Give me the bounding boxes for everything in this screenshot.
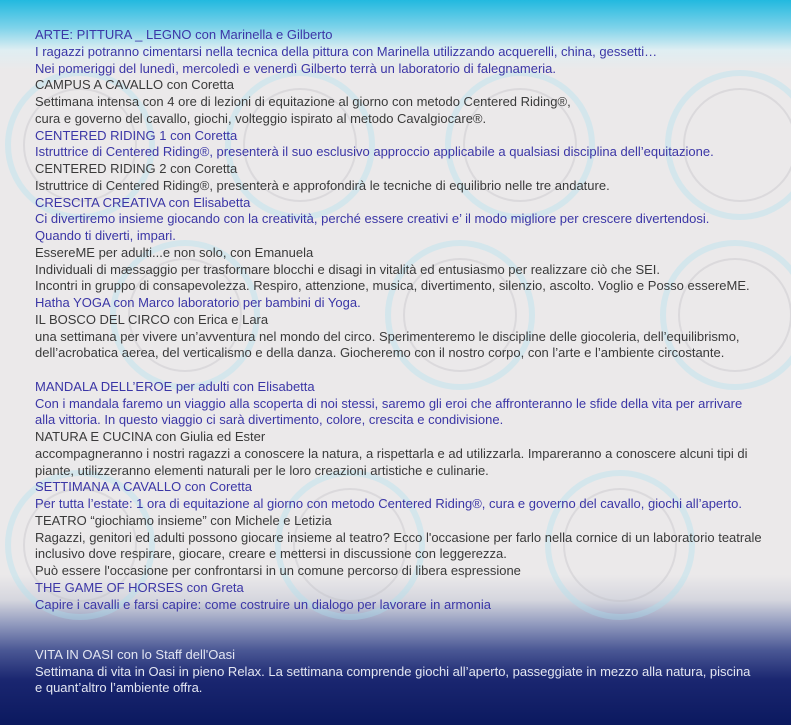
activity-line: Nei pomeriggi del lunedì, mercoledì e venerdì Gilberto terrà un laboratorio di falegnameria. bbox=[35, 60, 557, 76]
activity-line: Ci divertiremo insieme giocando con la creatività, perché essere creativi e’ il modo migliore per crescere divertendosi. bbox=[35, 211, 710, 227]
activity-line: inclusivo dove respirare, giocare, creare e mettersi in discussione con leggerezza. bbox=[35, 546, 507, 562]
activity-line: alla vittoria. In questo viaggio ci sarà divertimento, colore, crescita e condivisione. bbox=[35, 412, 504, 428]
activity-line: accompagneranno i nostri ragazzi a conoscere la natura, a rispettarla e ad utilizzarla. Impareranno a conoscere alcuni tipi di bbox=[35, 445, 748, 461]
activity-line: MANDALA DELL’EROE per adulti con Elisabetta bbox=[35, 378, 315, 394]
activity-line: una settimana per vivere un’avventura nel mondo del circo. Sperimenteremo le discipline delle giocoleria, dell’equilibrismo, bbox=[35, 328, 740, 344]
activity-line: Istruttrice di Centered Riding®, presenterà il suo esclusivo approccio applicabile a qualsiasi disciplina dell’equitazione. bbox=[35, 144, 714, 160]
activity-line: e quant’altro l’ambiente offra. bbox=[35, 680, 203, 696]
activity-line: Incontri in gruppo di consapevolezza. Respiro, attenzione, musica, divertimento, silenzio, ascolto. Voglio e Posso essereME. bbox=[35, 278, 750, 294]
activity-line: TEATRO “giochiamo insieme” con Michele e Letizia bbox=[35, 512, 332, 528]
activity-line: Capire i cavalli e farsi capire: come costruire un dialogo per lavorare in armonia bbox=[35, 596, 491, 612]
activity-line: Quando ti diverti, impari. bbox=[35, 228, 176, 243]
activity-line: CENTERED RIDING 2 con Coretta bbox=[35, 161, 238, 176]
activity-line: I ragazzi potranno cimentarsi nella tecnica della pittura con Marinella utilizzando acquerelli, china, gessetti… bbox=[35, 43, 658, 59]
activity-line: dell’acrobatica aerea, del verticalismo e della danza. Giocheremo con il nostro corpo, con l’arte e l’ambiente circostante. bbox=[35, 345, 725, 361]
activity-line: Istruttrice di Centered Riding®, presenterà e approfondirà le tecniche di equilibrio nelle tre andature. bbox=[35, 177, 610, 193]
activity-line: Con i mandala faremo un viaggio alla scoperta di noi stessi, saremo gli eroi che affronteranno le sfide della vita per arrivare bbox=[35, 395, 743, 411]
activity-line: CRESCITA CREATIVA con Elisabetta bbox=[35, 194, 251, 210]
activity-line: VITA IN OASI con lo Staff dell'Oasi bbox=[35, 646, 235, 662]
activities-list bbox=[35, 27, 791, 714]
activity-line: cura e governo del cavallo, giochi, volteggio ispirato al metodo Cavalgiocare®. bbox=[35, 110, 487, 126]
activity-line: Settimana di vita in Oasi in pieno Relax. La settimana comprende giochi all’aperto, passeggiate in mezzo alla natura, piscina bbox=[35, 663, 751, 679]
activity-section bbox=[35, 647, 791, 697]
activity-line: Hatha YOGA con Marco laboratorio per bambini di Yoga. bbox=[35, 295, 361, 310]
activity-section bbox=[35, 27, 791, 362]
activity-section bbox=[35, 379, 791, 614]
activity-line: SETTIMANA A CAVALLO con Coretta bbox=[35, 479, 252, 495]
activity-line: THE GAME OF HORSES con Greta bbox=[35, 579, 244, 595]
activity-line: ARTE: PITTURA _ LEGNO con Marinella e Gilberto bbox=[35, 27, 333, 42]
activity-line: CENTERED RIDING 1 con Coretta bbox=[35, 127, 238, 143]
activity-line: piante, utilizzeranno elementi naturali per le loro creazioni artistiche e culinarie. bbox=[35, 462, 489, 478]
activity-line: Ragazzi, genitori ed adulti possono giocare insieme al teatro? Ecco l'occasione per farlo nella cornice di un laboratorio teatrale bbox=[35, 529, 762, 545]
activity-line: Per tutta l’estate: 1 ora di equitazione al giorno con metodo Centered Riding®, cura e governo del cavallo, giochi all’aperto. bbox=[35, 496, 742, 511]
activity-line: IL BOSCO DEL CIRCO con Erica e Lara bbox=[35, 311, 269, 327]
activity-line: Può essere l'occasione per confrontarsi in un comune percorso di libera espressione bbox=[35, 563, 521, 578]
activity-line: EssereME per adulti...e non solo, con Emanuela bbox=[35, 244, 314, 260]
activity-line: CAMPUS A CAVALLO con Coretta bbox=[35, 77, 234, 93]
activity-line: Individuali di mæssaggio per trasformare blocchi e disagi in vitalità ed entusiasmo per realizzare ciò che SEI. bbox=[35, 261, 661, 277]
activity-line: NATURA E CUCINA con Giulia ed Ester bbox=[35, 429, 266, 444]
activity-line: Settimana intensa con 4 ore di lezioni di equitazione al giorno con metodo Centered Riding®, bbox=[35, 94, 571, 109]
